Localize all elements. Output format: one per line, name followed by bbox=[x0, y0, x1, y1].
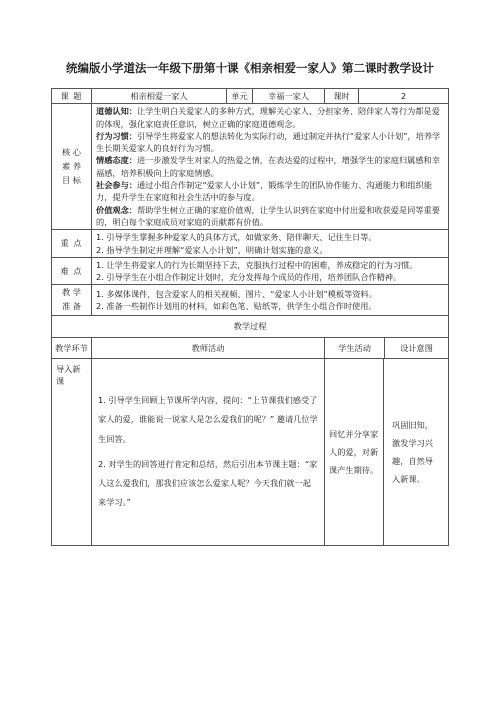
design-intent: 巩固旧知，激发学习兴趣，自然导入新课。 bbox=[392, 419, 433, 484]
period-value: 2 bbox=[359, 89, 449, 104]
key-point-item: 2. 指导学生制定并理解“爱家人小计划”，明确计划实施的意义。 bbox=[96, 244, 328, 255]
stage-cell: 导入新课 bbox=[52, 358, 92, 545]
lesson-plan-table bbox=[51, 88, 449, 546]
process-row bbox=[52, 358, 449, 545]
objective-item: 情感态度：进一步激发学生对家人的热爱之情，在表达爱的过程中，增强学生的家庭归属感和幸福感，培养积极向上的家庭情感。 bbox=[96, 155, 440, 178]
column-header-intent: 设计意图 bbox=[400, 342, 433, 353]
objectives-row bbox=[52, 104, 449, 230]
key-points-content bbox=[92, 230, 449, 258]
topic-label: 课 题 bbox=[52, 89, 92, 104]
prep-label: 教 学 准 备 bbox=[52, 285, 92, 316]
difficulties-row bbox=[52, 257, 449, 285]
document-title: 统编版小学道法一年级下册第十课《相亲相爱一家人》第二课时教学设计 bbox=[66, 61, 434, 75]
process-title-row bbox=[52, 316, 449, 337]
period-label: 课时 bbox=[325, 89, 359, 104]
student-activity: 回忆并分享家人的爱，对新课产生期待。 bbox=[325, 359, 384, 545]
topic-value: 相亲相爱一家人 bbox=[92, 89, 227, 104]
prep-row bbox=[52, 285, 449, 316]
student-intent-cell bbox=[325, 358, 449, 545]
unit-value: 幸福一家人 bbox=[253, 89, 325, 104]
objectives-label: 核 心 素 养 目 标 bbox=[52, 104, 92, 230]
objectives-content bbox=[92, 104, 449, 230]
teacher-activity-item: 2. 对学生的回答进行肯定和总结，然后引出本节课主题：“家人这么爱我们，那我们应该怎么爱家人呢？今天我们就一起来学习。” bbox=[98, 458, 318, 508]
key-points-row bbox=[52, 230, 449, 258]
header-row bbox=[52, 89, 449, 104]
key-points-label: 重 点 bbox=[52, 230, 92, 258]
difficulty-item: 1. 让学生将爱家人的行为长期坚持下去，克服执行过程中的困难，养成稳定的行为习惯。 bbox=[96, 259, 418, 270]
teacher-activity bbox=[92, 358, 325, 545]
difficulties-label: 难 点 bbox=[52, 257, 92, 285]
column-header-teacher: 教师活动 bbox=[92, 337, 325, 358]
teacher-activity-item: 1. 引导学生回顾上节课所学内容，提问：“上节课我们感受了家人的爱，谁能说一说家人是怎么爱我们的呢？” 邀请几位学生回答。 bbox=[98, 395, 318, 444]
unit-label: 单元 bbox=[227, 89, 253, 104]
difficulty-item: 2. 引导学生在小组合作制定计划时，充分发挥每个成员的作用，培养团队合作精神。 bbox=[96, 272, 402, 283]
process-header-row bbox=[52, 337, 449, 358]
prep-content bbox=[92, 285, 449, 316]
objective-item: 道德认知：让学生明白关爱家人的多种方式，理解关心家人、分担家务、陪伴家人等行为都是爱的体现，强化家庭责任意识，树立正确的家庭道德观念。 bbox=[96, 106, 440, 129]
column-header-student: 学生活动 bbox=[325, 338, 385, 358]
process-title: 教学过程 bbox=[52, 316, 449, 337]
prep-item: 2. 准备一些制作计划用的材料，如彩色笔、贴纸等，供学生小组合作时使用。 bbox=[96, 301, 377, 312]
column-header-split bbox=[325, 337, 449, 358]
column-header-stage: 教学环节 bbox=[52, 337, 92, 358]
objective-item: 行为习惯：引导学生将爱家人的想法转化为实际行动，通过制定并执行“爱家人小计划”，培养学生长期关爱家人的良好行为习惯。 bbox=[96, 130, 441, 154]
objective-item: 价值观念：帮助学生树立正确的家庭价值观，让学生认识到在家庭中付出爱和收获爱是同等重要的，明白每个家庭成员对家庭的贡献都有价值。 bbox=[96, 204, 440, 227]
key-point-item: 1. 引导学生掌握多种爱家人的具体方式，如做家务、陪伴聊天、记住生日等。 bbox=[96, 232, 377, 243]
objective-item: 社会参与：通过小组合作制定“爱家人小计划”，锻炼学生的团队协作能力、沟通能力和组织能力，提升学生在家庭和社会生活中的参与度。 bbox=[96, 180, 433, 203]
difficulties-content bbox=[92, 257, 449, 285]
prep-item: 1. 多媒体课件，包含爱家人的相关视频、图片、“爱家人小计划”模板等资料。 bbox=[96, 289, 377, 300]
